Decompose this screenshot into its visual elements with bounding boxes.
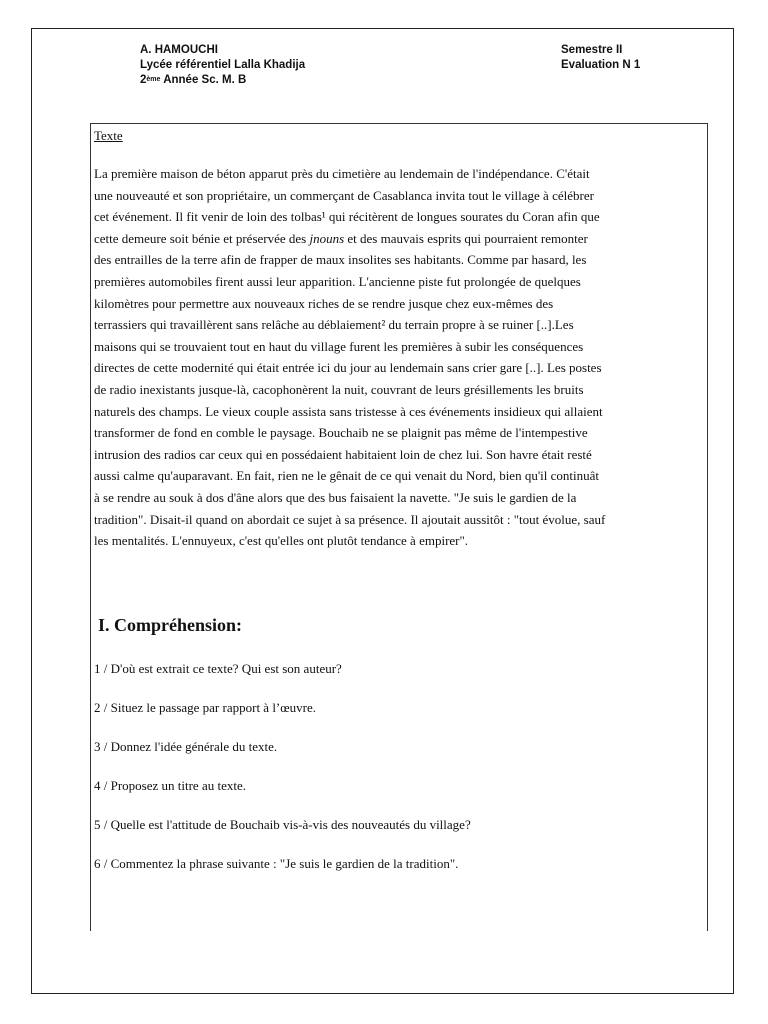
question-3: 3 / Donnez l'idée générale du texte.: [94, 739, 278, 754]
semester-label: Semestre II: [561, 44, 623, 56]
passage-line: directes de cette modernité qui était entrée ici du jour au lendemain sans crier gare [..]. Les postes: [94, 360, 602, 376]
passage-line: cet événement. Il fit venir de loin des tolbas¹ qui récitèrent de longues sourates du Coran afin que: [94, 209, 600, 225]
evaluation-label: Evaluation N 1: [561, 59, 641, 71]
school-name: Lycée référentiel Lalla Khadija: [140, 59, 306, 71]
comprehension-heading: I. Compréhension:: [98, 615, 243, 635]
passage-line: à se rendre au souk à dos d'âne alors que des bus faisaient la navette. "Je suis le gardien de la: [94, 489, 577, 505]
passage: [94, 163, 706, 552]
question-5: 5 / Quelle est l'attitude de Bouchaib vis-à-vis des nouveautés du village?: [94, 817, 471, 832]
texte-heading: Texte: [94, 128, 123, 143]
passage-line: cette demeure soit bénie et préservée des jnouns et des mauvais esprits qui pourraient remonter: [94, 230, 588, 246]
passage-line: terrassiers qui travaillèrent sans relâche au déblaiement² du terrain propre à se ruiner [..].Les: [94, 317, 574, 333]
passage-line: des entrailles de la terre afin de frapper de maux insolites ses habitants. Comme par hasard, les: [94, 252, 587, 268]
passage-line: une nouveauté et son propriétaire, un commerçant de Casablanca invita tout le village à célébrer: [94, 187, 594, 203]
teacher-name: A. HAMOUCHI: [140, 44, 218, 56]
class-level: 2ème Année Sc. M. B: [140, 74, 247, 86]
passage-line: maisons qui se trouvaient tout en haut du village furent les premières à subir les conséquences: [94, 338, 584, 354]
passage-line: premières automobiles firent aussi leur apparition. L'ancienne piste fut prolongée de quelques: [94, 273, 581, 289]
passage-line: les mentalités. L'ennuyeux, c'est qu'elles ont plutôt tendance à empirer".: [94, 533, 469, 549]
header-right: [561, 43, 640, 73]
passage-line: de radio inexistants jusque-là, cacophonèrent la nuit, couvrant de leurs grésillements les bruits: [94, 381, 584, 397]
passage-line: naturels des champs. Le vieux couple assista sans tristesse à ces événements insidieux qui allaient: [94, 403, 603, 419]
passage-line: intrusion des radios car ceux qui en possédaient habitaient loin de chez lui. Son havre était resté: [94, 446, 592, 462]
question-4: 4 / Proposez un titre au texte.: [94, 778, 246, 793]
passage-line: La première maison de béton apparut près du cimetière au lendemain de l'indépendance. C'était: [94, 166, 590, 181]
question-6: 6 / Commentez la phrase suivante : "Je suis le gardien de la tradition".: [94, 856, 459, 871]
passage-line: kilomètres pour permettre aux nouveaux riches de se rendre jusque chez eux-mêmes des: [94, 295, 554, 311]
header-left: [140, 43, 305, 88]
question-1: 1 / D'où est extrait ce texte? Qui est son auteur?: [94, 661, 342, 676]
passage-line: transformer de fond en comble le paysage. Bouchaib ne se plaignit pas même de l'intempestive: [94, 425, 588, 441]
passage-line: tradition". Disait-il quand on abordait ce sujet à sa présence. Il ajoutait aussitôt : "tout évolue, sauf: [94, 511, 606, 527]
question-2: 2 / Situez le passage par rapport à l’œuvre.: [94, 700, 317, 715]
jnouns-word: jnouns: [309, 230, 345, 246]
passage-line: aussi calme qu'auparavant. En fait, rien ne le gênait de ce qui venait du Nord, bien qu'il continuât: [94, 468, 600, 484]
